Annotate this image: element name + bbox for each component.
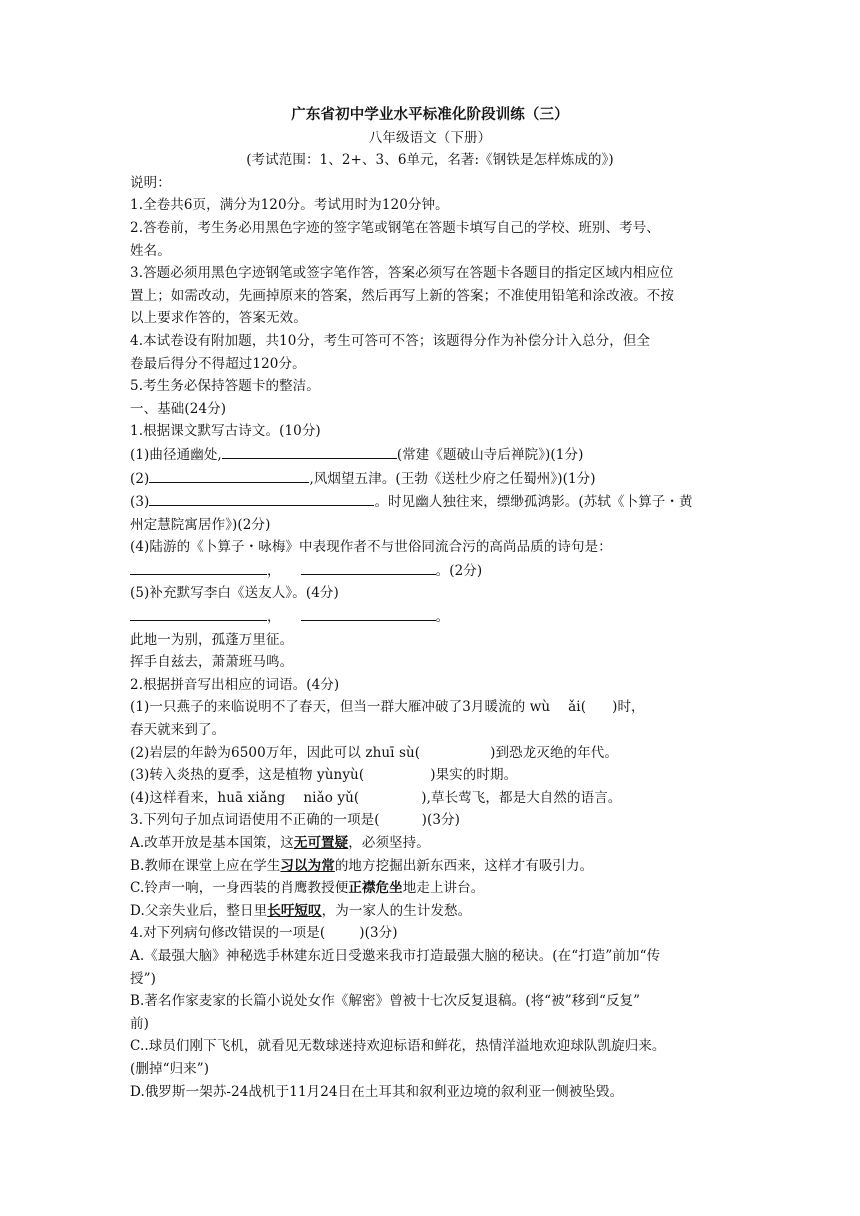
exam-page [130,104,730,1103]
answer-blank[interactable] [130,559,267,575]
q4-option-a-cont: 授”) [130,970,156,987]
q2-p4-pinyin: niǎo yǔ( [303,789,360,806]
q4-option-a: A.《最强大脑》神秘选手林建东近日受邀来我市打造最强大脑的秘诀。(在“打造”前加“传 [130,947,661,964]
question-1-part-1 [130,443,730,467]
option-text: 的地方挖掘出新东西来，这样才有吸引力。 [334,857,594,874]
dotted-word: 长吁短叹 [267,902,322,919]
dotted-word: 习以为常 [280,857,335,874]
instruction-line: 姓名。 [130,242,171,259]
instruction-line: 4.本试卷设有附加题，共10分，考生可答可不答；该题得分作为补偿分计入总分，但全 [130,332,651,349]
answer-blank[interactable] [149,467,309,483]
question-1-part-4-blanks [130,559,730,583]
q3-option-d [130,900,730,923]
q1-p1-source: (常建《题破山寺后禅院》)(1分) [396,446,584,463]
q2-p3-text: (3)转入炎热的夏季，这是植物 yùnyù( [130,767,365,784]
q4-option-c-cont: (删掉“归来”) [130,1060,210,1077]
option-text: A.改革开放是基本国策，这 [130,835,294,851]
instruction-line: 置上；如需改动，先画掉原来的答案，然后再写上新的答案；不准使用铅笔和涂改液。不按 [130,287,674,304]
question-4-stem [130,922,730,945]
option-text: D.父亲失业后，整日里 [130,902,268,919]
q4-option-b: B.著名作家麦家的长篇小说处女作《解密》曾被十七次反复退稿。(将“被”移到“反复” [130,993,641,1010]
instruction-line: 5.考生务必保持答题卡的整洁。 [130,378,320,395]
question-1-part-5: (5)补充默写李白《送友人》。(4分) [130,585,339,602]
q2-p4-text: (4)这样看来，huā xiǎng [130,789,286,806]
instruction-line: 卷最后得分不得超过120分。 [130,355,306,372]
q1-p2-text: (2) [130,470,150,487]
comma: ， [267,609,281,626]
page-subtitle: 八年级语文（下册） [368,129,492,146]
option-text: B.教师在课堂上应在学生 [130,857,281,874]
answer-blank[interactable] [222,443,397,459]
q4-option-c: C..球员们刚下飞机，就看见无数球迷持欢迎标语和鲜花，热情洋溢地欢迎球队凯旋归来。 [130,1038,666,1055]
q1-p2-source: ,风烟望五津。(王勃《送杜少府之任蜀州》)(1分) [309,470,596,487]
instruction-line: 3.答题必须用黑色字迹钢笔或签字笔作答，答案必须写在答题卡各题目的指定区域内相应位 [130,265,674,282]
poem-line: 此地一为别，孤蓬万里征。 [130,631,294,648]
q2-p2-end: )到恐龙灭绝的年代。 [490,744,618,761]
poem-line: 挥手自兹去，萧萧班马鸣。 [130,654,294,671]
q2-p1-text: (1)一只燕子的来临说明不了春天，但当一群大雁冲破了3月暖流的 wù [130,699,551,716]
question-1-part-5-blanks [130,605,730,629]
dotted-word: 正襟危坐 [348,880,403,897]
instruction-line: 1.全卷共6页，满分为120分。考试用时为120分钟。 [130,197,449,214]
question-2-part-2 [130,742,730,765]
option-text: ，必须坚持。 [348,835,430,851]
answer-blank[interactable] [301,605,436,621]
dotted-word: 无可置疑 [293,835,349,851]
q4-option-d: D.俄罗斯一架苏-24战机于11月24日在土耳其和叙利亚边境的叙利亚一侧被坠毁。 [130,1083,624,1100]
q2-p1-pinyin: ǎi( [568,699,587,716]
q2-p2-text: (2)岩层的年龄为6500万年，因此可以 zhuī sù( [130,744,421,761]
option-text: C.铃声一响，一身西装的肖鹰教授便 [130,880,349,897]
q2-p4-end: ),草长莺飞，都是大自然的语言。 [421,789,622,806]
q1-p3-source: 。时见幽人独往来，缥缈孤鸿影。(苏轼《卜算子・黄 [374,494,693,511]
question-2-part-3 [130,764,730,787]
q1-p3-text: (3) [130,494,150,511]
instruction-line: 2.答卷前，考生务必用黑色字迹的签字笔或钢笔在答题卡填写自己的学校、班别、考号、 [130,219,660,236]
q4-stem-text: 4.对下列病句修改错误的一项是( [130,925,326,942]
question-2-stem: 2.根据拼音写出相应的词语。(4分) [130,676,340,693]
instructions-label: 说明： [130,174,171,191]
question-2-part-1-cont: 春天就来到了。 [130,722,226,739]
q3-option-b [130,855,730,878]
question-1-stem: 1.根据课文默写古诗文。(10分) [130,423,321,440]
q3-option-c [130,877,730,900]
answer-blank[interactable] [130,605,267,621]
question-2-part-1 [130,696,730,719]
question-1-part-4: (4)陆游的《卜算子・咏梅》中表现作者不与世俗同流合污的高尚品质的诗句是： [130,539,612,556]
option-text: 地走上讲台。 [402,880,485,897]
q3-stem-text: 3.下列句子加点词语使用不正确的一项是( [130,812,380,829]
q4-option-b-cont: 前) [130,1015,149,1032]
question-1-part-3-cont: 州定慧院寓居作》)(2分) [130,516,271,533]
page-title: 广东省初中学业水平标准化阶段训练（三） [291,106,569,123]
section-heading: 一、基础(24分) [130,400,227,417]
q3-stem-score: )(3分) [421,812,461,829]
instruction-line: 以上要求作答的，答案无效。 [130,310,307,327]
option-text: ，为一家人的生计发愁。 [321,902,472,919]
answer-blank[interactable] [149,490,374,506]
q1-p1-text: (1)曲径通幽处, [130,446,222,463]
question-3-stem [130,809,730,832]
q2-p3-end: )果实的时期。 [430,767,518,784]
q2-p1-end: )时， [612,699,645,716]
answer-blank[interactable] [301,559,436,575]
q1-p5-end: 。 [435,609,450,626]
q3-option-a [130,832,730,855]
comma: ， [267,562,281,579]
question-1-part-3 [130,490,730,514]
exam-scope: (考试范围：1、2+、3、6单元，名著:《钢铁是怎样炼成的》) [246,152,614,169]
q1-p4-end: 。(2分) [435,562,483,579]
question-1-part-2 [130,467,730,491]
question-2-part-4 [130,787,730,810]
q4-stem-score: )(3分) [359,925,398,942]
